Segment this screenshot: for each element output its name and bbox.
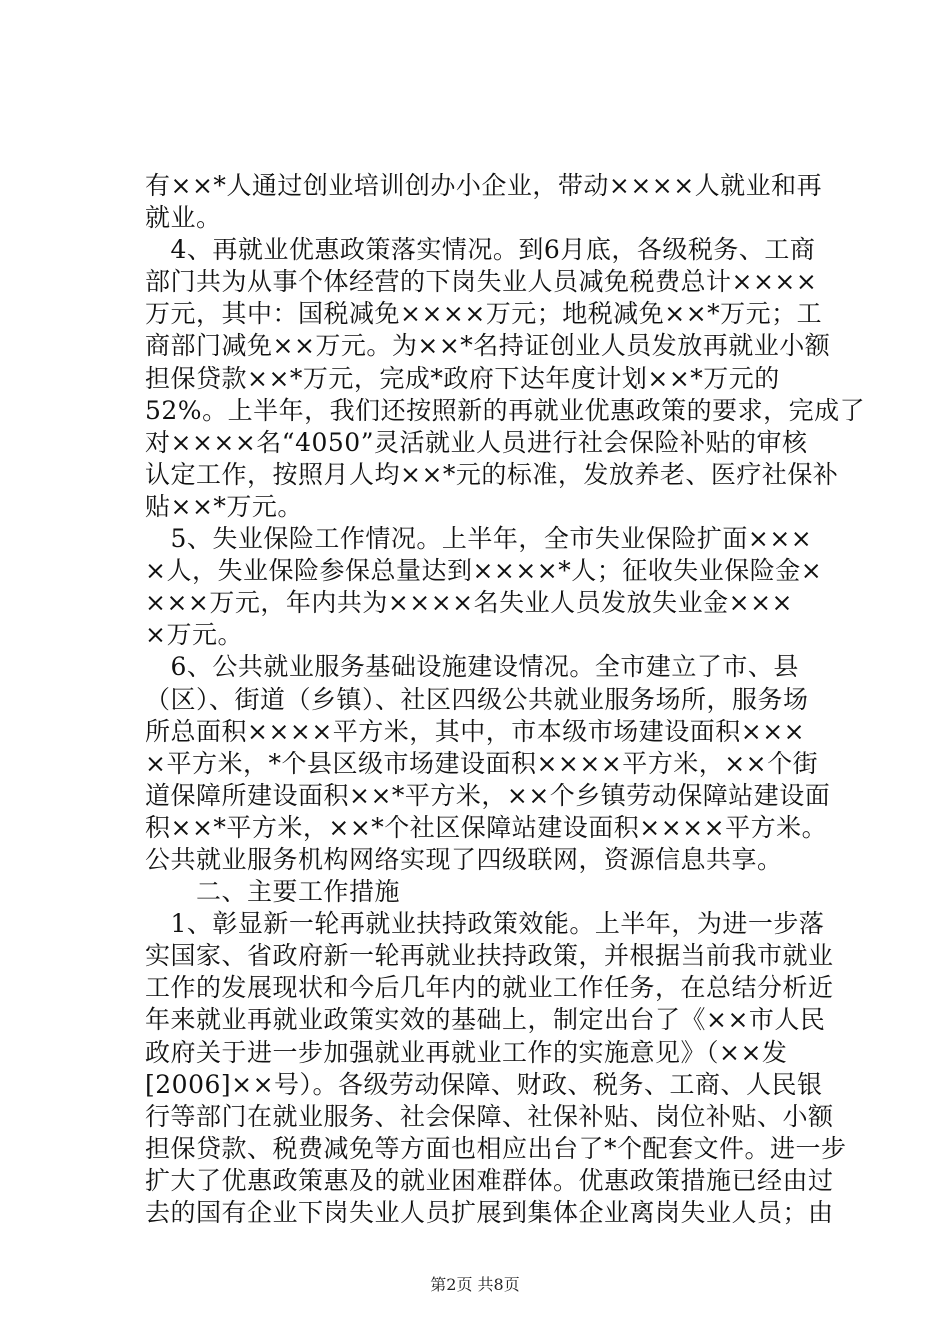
text-line: 有××*人通过创业培训创办小企业，带动××××人就业和再 (145, 171, 823, 200)
text-line: 贴××*万元。 (145, 491, 303, 521)
text-line: 积××*平方米，××*个社区保障站建设面积××××平方米。 (145, 812, 828, 842)
text-line: 4、再就业优惠政策落实情况。到6月底，各级税务、工商 (145, 235, 816, 265)
text-line: 扩大了优惠政策惠及的就业困难群体。优惠政策措施已经由过 (145, 1165, 834, 1195)
text-line: （区）、街道（乡镇）、社区四级公共就业服务场所，服务场 (145, 684, 809, 714)
text-line: 去的国有企业下岗失业人员扩展到集体企业离岗失业人员；由 (145, 1198, 834, 1227)
text-line: 所总面积××××平方米，其中，市本级市场建设面积××× (145, 716, 806, 746)
text-line: 对××××名“4050”灵活就业人员进行社会保险补贴的审核 (145, 427, 808, 457)
text-line: 年来就业再就业政策实效的基础上，制定出台了《××市人民 (145, 1005, 826, 1035)
text-line: 担保贷款、税费减免等方面也相应出台了*个配套文件。进一步 (145, 1133, 847, 1163)
text-line: 工作的发展现状和今后几年内的就业工作任务，在总结分析近 (145, 973, 834, 1003)
text-line: 5、失业保险工作情况。上半年，全市失业保险扩面××× (145, 524, 813, 554)
text-line: 就业。 (145, 203, 222, 233)
text-line: 认定工作，按照月人均××*元的标准，发放养老、医疗社保补 (145, 459, 839, 489)
text-line: [2006]××号）。各级劳动保障、财政、税务、工商、人民银 (145, 1069, 823, 1099)
text-line: 政府关于进一步加强就业再就业工作的实施意见》（××发 (145, 1037, 788, 1067)
text-line: ×万元。 (145, 620, 243, 650)
text-line: 部门共为从事个体经营的下岗失业人员减免税费总计×××× (145, 267, 818, 297)
text-line: 道保障所建设面积××*平方米，××个乡镇劳动保障站建设面 (145, 780, 831, 810)
document-body (145, 170, 866, 1229)
text-line: ×××万元，年内共为××××名失业人员发放失业金××× (145, 588, 793, 618)
text-line: 行等部门在就业服务、社会保障、社保补贴、岗位补贴、小额 (145, 1101, 834, 1131)
text-line: ×人，失业保险参保总量达到××××*人；征收失业保险金× (145, 556, 823, 586)
text-line: 1、彰显新一轮再就业扶持政策效能。上半年，为进一步落 (145, 909, 825, 939)
text-line: 公共就业服务机构网络实现了四级联网，资源信息共享。 (145, 844, 783, 874)
text-line: 实国家、省政府新一轮再就业扶持政策，并根据当前我市就业 (145, 941, 834, 971)
text-line: 担保贷款××*万元，完成*政府下达年度计划××*万元的 (145, 363, 780, 393)
text-line: 万元，其中：国税减免××××万元；地税减免××*万元；工 (145, 299, 823, 329)
text-line: ×平方米，*个县区级市场建设面积××××平方米，××个街 (145, 748, 819, 778)
page-footer: 第2页 共8页 (430, 1275, 520, 1294)
text-line: 6、公共就业服务基础设施建设情况。全市建立了市、县 (145, 652, 799, 682)
text-line: 52%。上半年，我们还按照新的再就业优惠政策的要求，完成了 (145, 395, 866, 425)
text-line: 商部门减免××万元。为××*名持证创业人员发放再就业小额 (145, 331, 831, 361)
text-line: 二、主要工作措施 (145, 877, 401, 907)
